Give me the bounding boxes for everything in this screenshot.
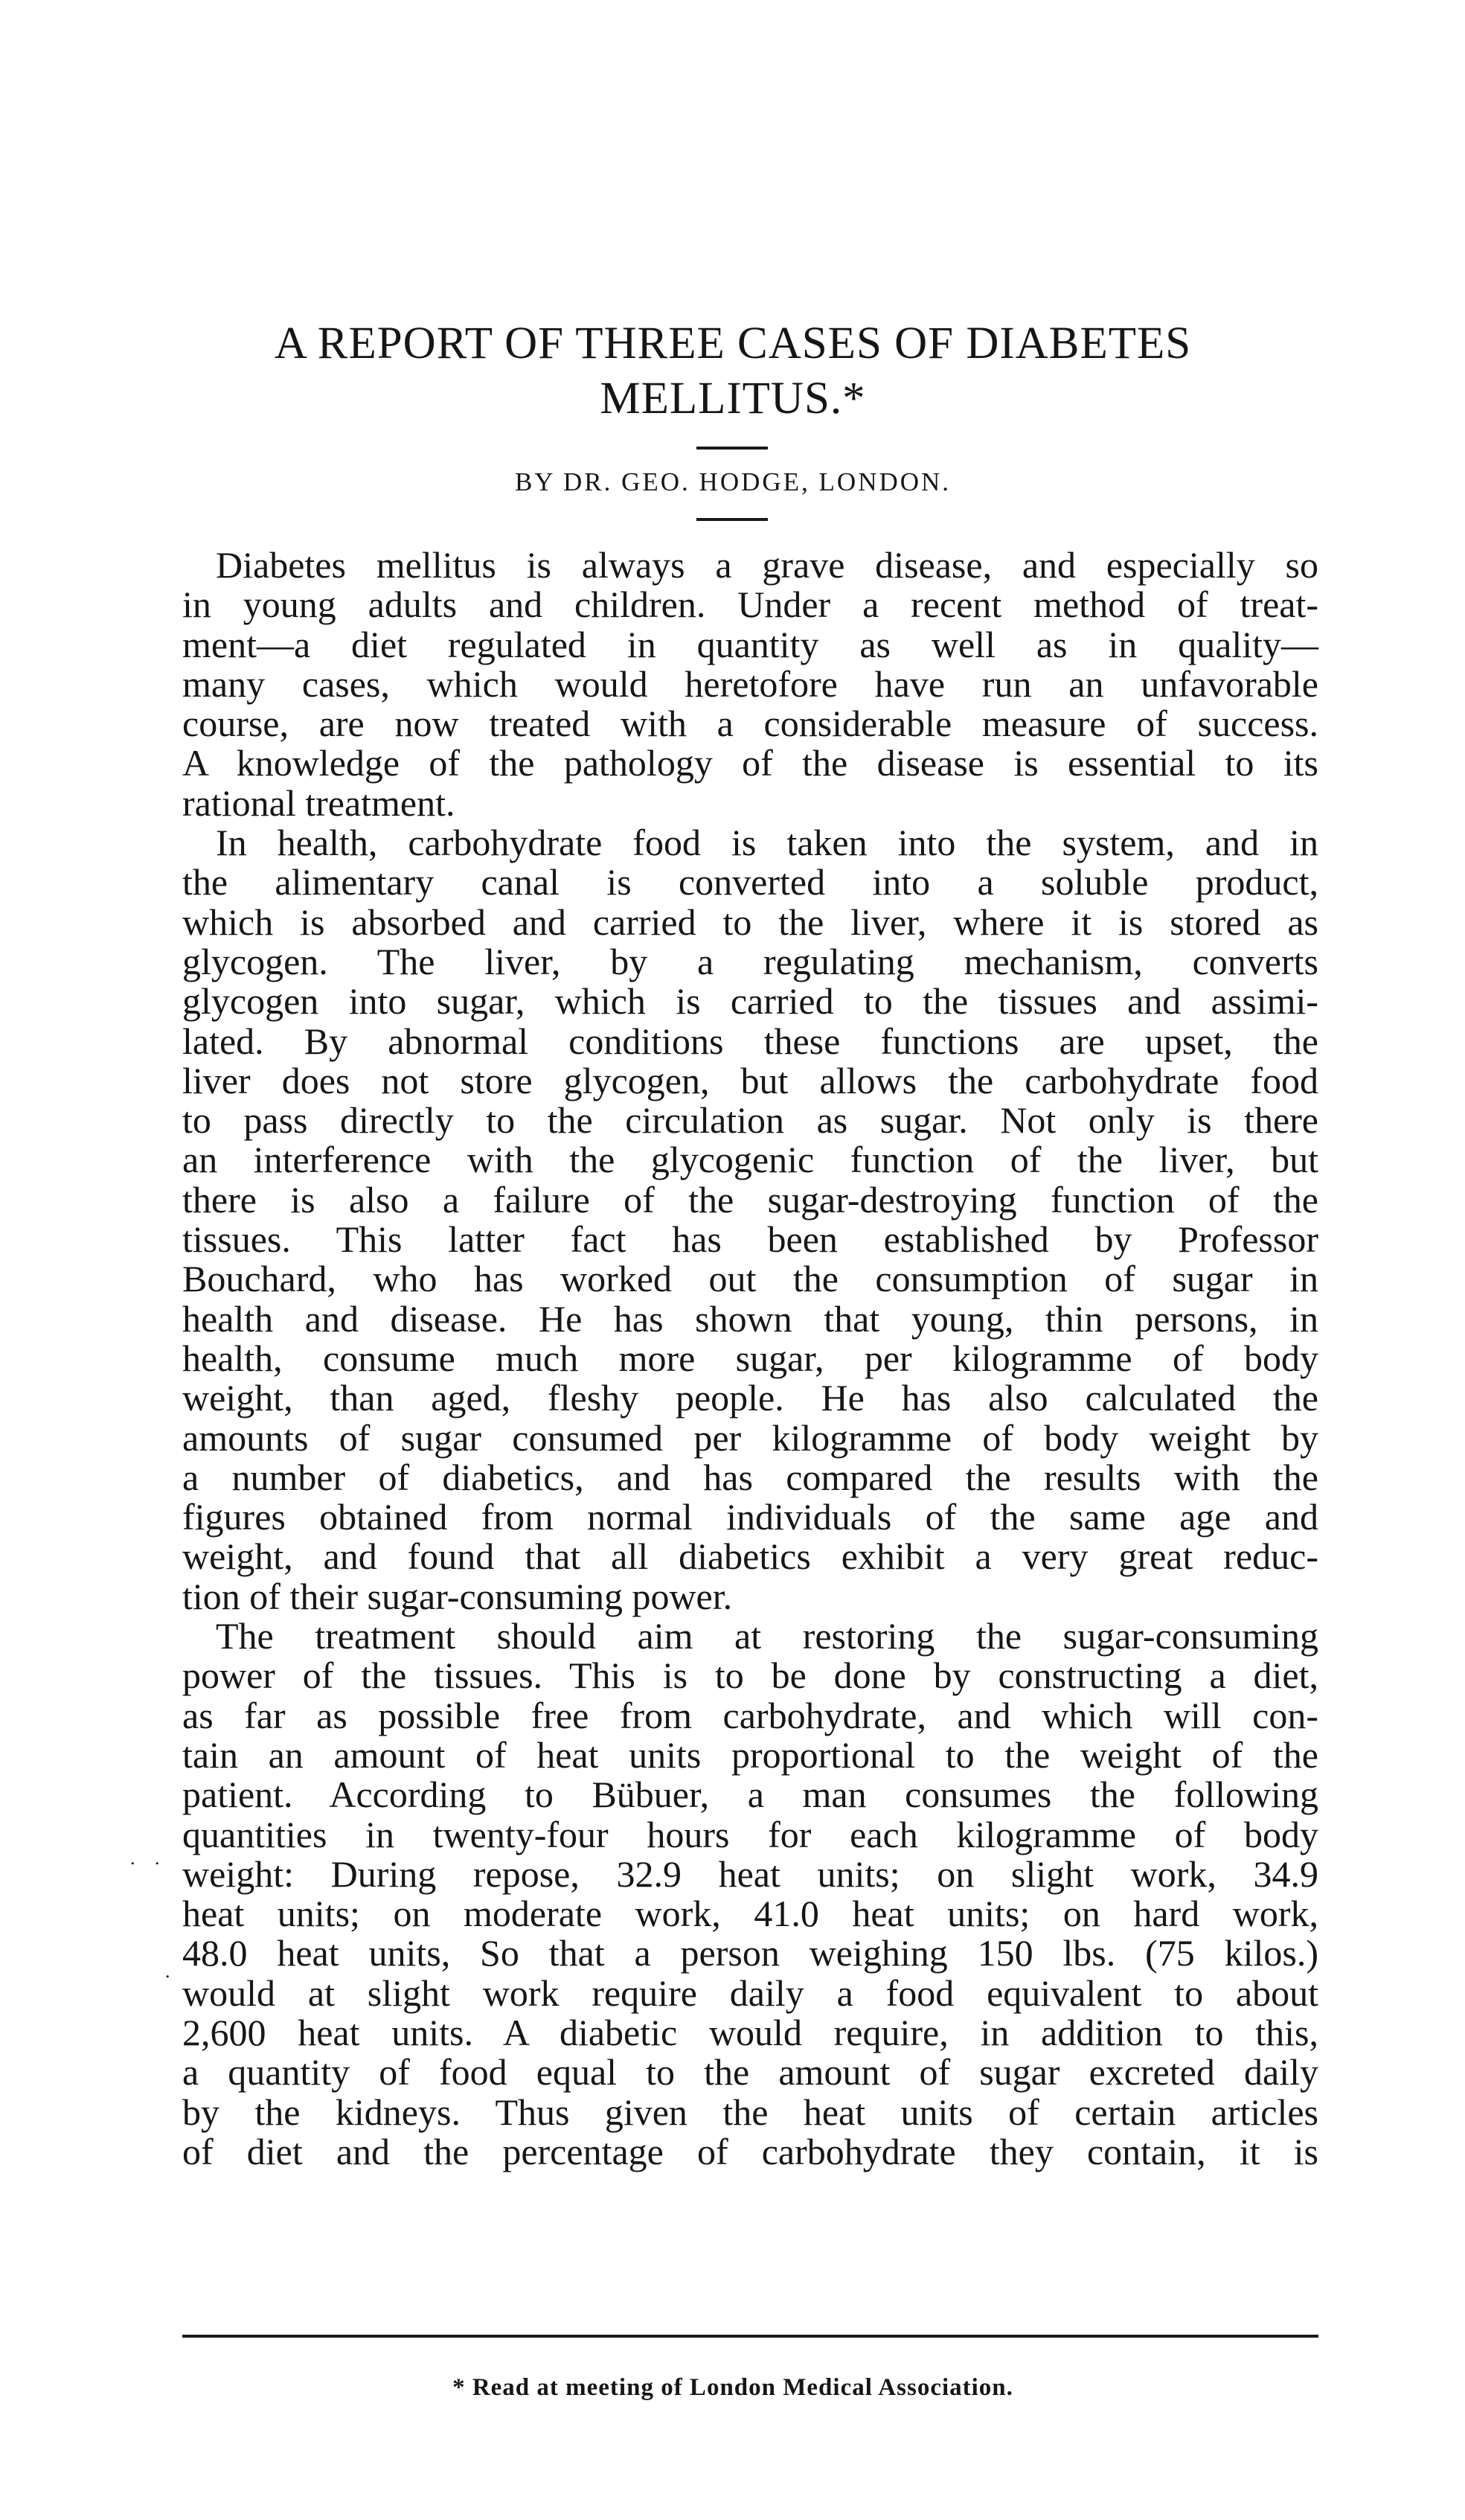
body-line: weight: During repose, 32.9 heat units; on slight work, 34.9 xyxy=(182,1852,1318,1895)
body-line: A knowledge of the pathology of the disease is essential to its xyxy=(182,742,1318,784)
body-line: amounts of sugar consumed per kilogramme of body weight by xyxy=(182,1416,1318,1459)
body-line: glycogen. The liver, by a regulating mechanism, converts xyxy=(182,940,1318,982)
body-line: lated. By abnormal conditions these functions are upset, the xyxy=(182,1020,1318,1062)
body-line: liver does not store glycogen, but allows the carbohydrate food xyxy=(182,1059,1318,1101)
body-line: patient. According to Bübuer, a man consumes the following xyxy=(182,1774,1318,1816)
body-line: Diabetes mellitus is always a grave disease, and especially so xyxy=(216,544,1318,586)
body-line: of diet and the percentage of carbohydrate they contain, it is xyxy=(182,2130,1318,2172)
body-line: tain an amount of heat units proportional to the weight of the xyxy=(182,1733,1318,1776)
body-line: course, are now treated with a considerable measure of success. xyxy=(182,703,1318,745)
body-line: as far as possible free from carbohydrate, and which will con- xyxy=(182,1694,1318,1736)
footnote-divider xyxy=(182,2335,1318,2338)
article-body xyxy=(182,546,1318,2172)
body-line: rational treatment. xyxy=(182,781,455,824)
body-line: heat units; on moderate work, 41.0 heat units; on hard work, xyxy=(182,1893,1318,1935)
footnote: * Read at meeting of London Medical Association. xyxy=(452,2374,1013,2401)
margin-marks: . . xyxy=(130,1847,167,1869)
body-line: figures obtained from normal individuals of the same age and xyxy=(182,1496,1318,1538)
body-line: weight, than aged, fleshy people. He has also calculated the xyxy=(182,1377,1318,1419)
body-line: a number of diabetics, and has compared the results with the xyxy=(182,1456,1318,1498)
body-line: a quantity of food equal to the amount of sugar excreted daily xyxy=(182,2051,1318,2094)
title-divider xyxy=(696,447,768,450)
body-line: there is also a failure of the sugar-destroying function of the xyxy=(182,1178,1318,1221)
author-byline: BY DR. GEO. HODGE, LONDON. xyxy=(514,467,952,496)
body-line: would at slight work require daily a food equivalent to about xyxy=(182,1971,1318,2014)
body-line: which is absorbed and carried to the liver, where it is stored as xyxy=(182,901,1318,943)
body-line: ment—a diet regulated in quantity as well as in quality— xyxy=(182,623,1318,665)
body-line: Bouchard, who has worked out the consumption of sugar in xyxy=(182,1258,1318,1300)
body-line: tissues. This latter fact has been established by Professor xyxy=(182,1218,1318,1261)
byline-divider xyxy=(696,518,768,521)
body-line: The treatment should aim at restoring the sugar-consuming xyxy=(216,1615,1318,1657)
body-line: weight, and found that all diabetics exhibit a very great reduc- xyxy=(182,1535,1318,1578)
margin-mark: . xyxy=(165,1960,170,1982)
body-line: an interference with the glycogenic function of the liver, but xyxy=(182,1139,1318,1181)
article-title-line-1: A REPORT OF THREE CASES OF DIABETES xyxy=(274,319,1192,368)
body-line: 48.0 heat units, So that a person weighing 150 lbs. (75 kilos.) xyxy=(182,1932,1318,1974)
body-line: many cases, which would heretofore have run an unfavorable xyxy=(182,662,1318,705)
body-line: the alimentary canal is converted into a soluble product, xyxy=(182,861,1318,904)
body-line: quantities in twenty-four hours for each kilogramme of body xyxy=(182,1813,1318,1855)
body-line: to pass directly to the circulation as sugar. Not only is there xyxy=(182,1099,1318,1142)
body-line: health, consume much more sugar, per kilogramme of body xyxy=(182,1337,1318,1379)
body-line: tion of their sugar-consuming power. xyxy=(182,1575,733,1617)
body-line: by the kidneys. Thus given the heat units of certain articles xyxy=(182,2091,1318,2133)
body-line: glycogen into sugar, which is carried to the tissues and assimi- xyxy=(182,980,1318,1023)
body-line: in young adults and children. Under a recent method of treat- xyxy=(182,583,1318,626)
body-line: 2,600 heat units. A diabetic would require, in addition to this, xyxy=(182,2011,1318,2053)
body-line: power of the tissues. This is to be done by constructing a diet, xyxy=(182,1654,1318,1697)
body-line: health and disease. He has shown that young, thin persons, in xyxy=(182,1297,1318,1340)
article-title-line-2: MELLITUS.* xyxy=(600,374,866,423)
body-line: In health, carbohydrate food is taken into the system, and in xyxy=(216,822,1318,864)
article-title xyxy=(179,316,1287,426)
